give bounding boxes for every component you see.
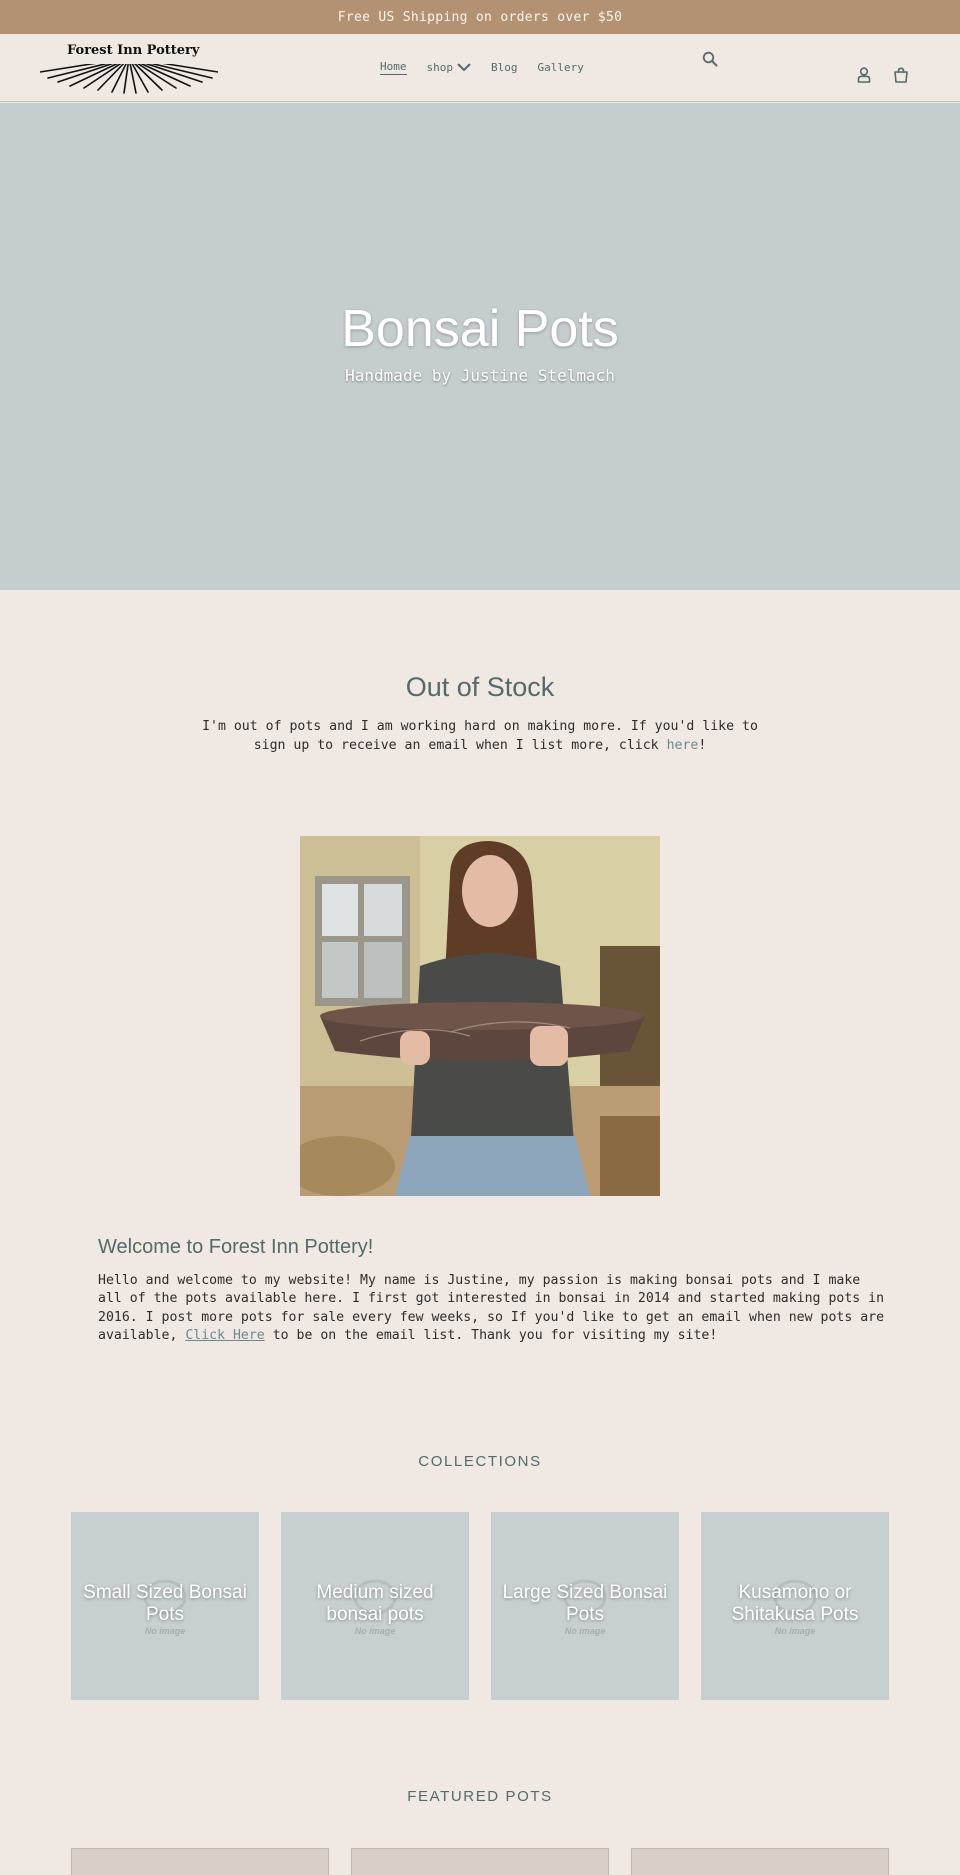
collection-large-pots[interactable] — [491, 1512, 679, 1700]
nav-gallery[interactable]: Gallery — [537, 61, 584, 74]
featured-product-card[interactable] — [71, 1848, 329, 1875]
hero-title: Bonsai Pots — [341, 300, 619, 358]
welcome-text: Hello and welcome to my website! My name is Justine, my passion is making bonsai pots and I make all of the pots available here. I first got interested in bonsai in 2014 and started making pots in 2016. I post more pots for sale every few weeks, so If you'd like to get an email when new pots are available, Click Here to be on the email list. Thank you for visiting my site! — [98, 1273, 885, 1343]
collection-kusamono-pots[interactable] — [701, 1512, 889, 1700]
collections-grid — [71, 1512, 889, 1700]
collection-small-pots[interactable] — [71, 1512, 259, 1700]
account-icon — [857, 67, 871, 83]
collection-label: Medium sized bonsai pots — [316, 1582, 434, 1625]
out-of-stock-text: I'm out of pots and I am working hard on making more. If you'd like to sign up to receive an email when I list more, click here! — [202, 719, 758, 753]
site-header — [0, 34, 960, 102]
no-image-label: No image — [564, 1626, 606, 1636]
sunburst-logo-icon — [40, 58, 218, 94]
account-button[interactable] — [857, 67, 871, 87]
search-button[interactable] — [702, 51, 718, 71]
featured-title: FEATURED POTS — [407, 1788, 553, 1805]
featured-grid — [71, 1848, 889, 1875]
search-icon — [702, 51, 718, 67]
welcome-title: Welcome to Forest Inn Pottery! — [98, 1236, 374, 1258]
nav-shop[interactable]: shop — [427, 60, 472, 75]
email-signup-link[interactable]: here — [666, 738, 699, 753]
nav-blog[interactable]: Blog — [491, 61, 518, 74]
out-of-stock-title: Out of Stock — [405, 672, 555, 702]
collection-label: Small Sized Bonsai Pots — [83, 1582, 247, 1625]
hero-banner — [0, 103, 960, 590]
announcement-text: Free US Shipping on orders over $50 — [337, 9, 623, 25]
no-image-label: No image — [774, 1626, 816, 1636]
logo-text: Forest Inn Pottery — [67, 43, 200, 58]
no-image-label: No image — [144, 1626, 186, 1636]
email-list-link[interactable]: Click Here — [185, 1327, 265, 1343]
collections-title: COLLECTIONS — [418, 1453, 542, 1470]
main-nav — [380, 60, 604, 75]
potter-holding-bonsai-pot-image — [300, 836, 660, 1196]
collection-label: Kusamono or Shitakusa Pots — [731, 1582, 859, 1625]
cart-button[interactable] — [893, 67, 909, 87]
no-image-label: No image — [354, 1626, 396, 1636]
hero-subtitle: Handmade by Justine Stelmach — [345, 366, 615, 385]
cart-icon — [893, 67, 909, 83]
announcement-bar — [0, 0, 960, 34]
potter-photo — [300, 836, 660, 1196]
featured-product-card[interactable] — [631, 1848, 889, 1875]
nav-home[interactable]: Home — [380, 60, 407, 73]
logo[interactable] — [40, 42, 218, 94]
featured-product-card[interactable] — [351, 1848, 609, 1875]
collection-label: Large Sized Bonsai Pots — [502, 1582, 668, 1625]
chevron-down-icon — [457, 63, 471, 72]
collection-medium-pots[interactable] — [281, 1512, 469, 1700]
